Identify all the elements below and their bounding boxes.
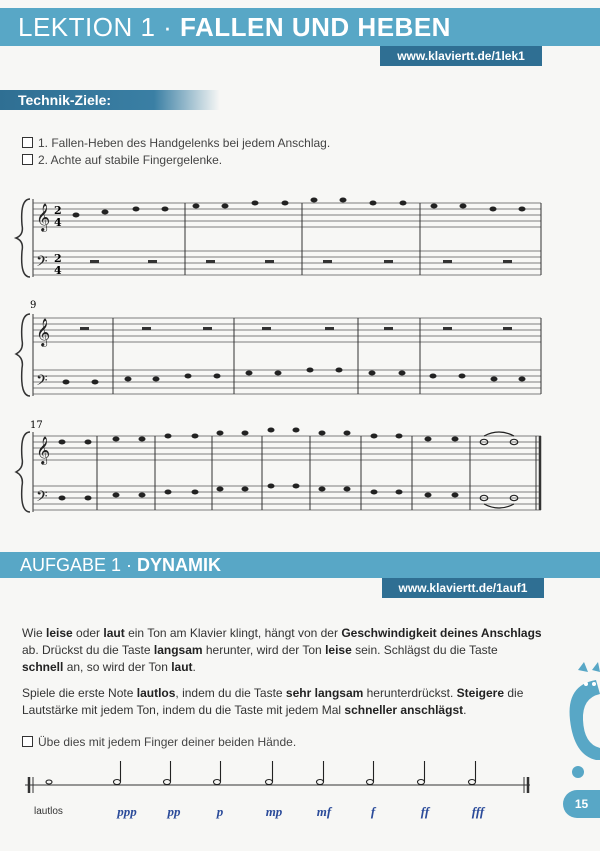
goal-checkbox-2[interactable] [22,154,33,165]
dynamic-fff: fff [471,804,485,819]
goal-item-2: 2. Achte auf stabile Fingergelenke. [22,153,222,167]
measure-number-9: 9 [30,300,37,311]
measure-number-17: 17 [30,420,43,431]
technik-heading: Technik-Ziele: [0,90,220,110]
score-system-3 [0,418,600,518]
dynamic-ppp: ppp [117,804,137,819]
time-sig-top-bass: 2 [54,252,62,265]
treble-clef-icon-3: 𝄞 [36,436,51,464]
aufgabe-url-link[interactable]: www.klaviertt.de/1auf1 [382,578,544,598]
dynamic-mf: mf [316,804,332,819]
dynamics-staff [0,755,560,800]
exercise-checkbox[interactable] [22,736,33,747]
time-sig-bottom: 4 [54,216,62,229]
goal-checkbox-1[interactable] [22,137,33,148]
dynamic-f: f [370,804,376,819]
lesson-title: LEKTION 1 · FALLEN UND HEBEN [18,12,451,42]
paragraph-dynamics-instructions: Spiele die erste Note lautlos, indem du die Taste sehr langsam herunterdrückst. Steigere die Lautstärke mit jedem Ton, indem du die Taste mit jedem Mal schneller anschlägst. [22,686,524,717]
bass-clef-icon: 𝄢 [36,253,48,274]
aufgabe-title: AUFGABE 1 · DYNAMIK [20,555,222,575]
goal-item-1: 1. Fallen-Heben des Handgelenks bei jedem Anschlag. [22,136,330,150]
bass-clef-icon-3: 𝄢 [36,488,48,509]
lesson-url-link[interactable]: www.klaviertt.de/1lek1 [380,46,542,66]
bass-clef-icon-2: 𝄢 [36,372,48,393]
cat-clef-decoration-icon [556,660,600,790]
dynamic-pp: pp [167,804,181,819]
exercise-item: Übe dies mit jedem Finger deiner beiden Hände. [22,735,296,749]
score-system-2 [0,298,600,403]
time-sig-bottom-bass: 4 [54,264,62,277]
treble-clef-icon: 𝄞 [36,203,51,231]
treble-clef-icon-2: 𝄞 [36,318,51,346]
score-system-1 [0,185,600,285]
time-sig-top: 2 [54,204,62,217]
dynamic-label-lautlos: lautlos [34,806,63,817]
dynamic-ff: ff [420,804,430,819]
dynamic-mp: mp [265,804,283,819]
dynamic-p: p [216,804,224,819]
paragraph-dynamics-intro: Wie leise oder laut ein Ton am Klavier klingt, hängt von der Geschwindigkeit deines Anschlags ab. Drückst du die Taste langsam herunter, wird der Ton leise sein. Schlägst du die Taste schnell an, so wird der Ton laut. [22,626,542,674]
page-number: 15 [563,790,600,818]
